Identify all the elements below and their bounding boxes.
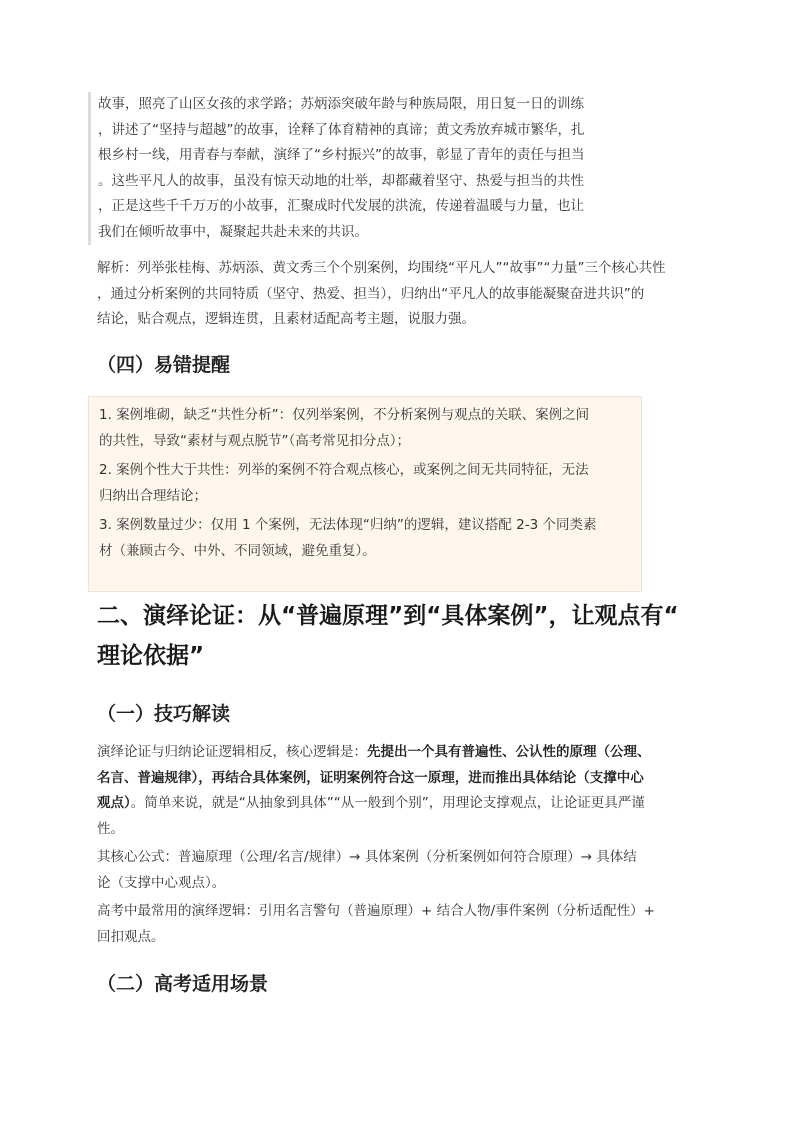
formula-line: 其核心公式：普遍原理（公理/名言/规律）→ 具体案例（分析案例如何符合原理）→ 具体结	[97, 849, 637, 865]
formula-paragraph	[97, 845, 697, 896]
tip-line: 归纳出合理结论；	[99, 487, 207, 504]
section-heading-technique: （一）技巧解读	[97, 703, 231, 725]
analysis-paragraph	[97, 256, 697, 333]
quote-line: 根乡村一线，用青春与奉献，演绎了“乡村振兴”的故事，彰显了青年的责任与担当	[98, 147, 585, 163]
tip-item-2	[99, 458, 631, 509]
common-line: 回扣观点。	[97, 928, 165, 945]
tip-item-1	[99, 403, 631, 454]
formula-line: 论（支撑中心观点）。	[97, 874, 226, 891]
chapter-heading	[97, 596, 717, 676]
analysis-line: ，通过分析案例的共同特质（坚守、热爱、担当），归纳出“平凡人的故事能凝聚奋进共识”的	[97, 285, 645, 302]
intro-paragraph	[97, 740, 697, 842]
analysis-line: 解析：列举张桂梅、苏炳添、黄文秀三个个别案例，均围绕“平凡人”“故事”“力量”三个核心共性	[97, 260, 666, 276]
common-logic-paragraph	[97, 899, 697, 950]
quote-line: 故事，照亮了山区女孩的求学路；苏炳添突破年龄与种族局限，用日复一日的训练	[98, 96, 584, 112]
quote-block	[88, 92, 646, 245]
intro-bold: 名言、普遍规律），再结合具体案例，证明案例符合这一原理，进而推出具体结论（支撑中心	[97, 769, 644, 786]
intro-text: 性。	[97, 820, 124, 837]
quote-line: 我们在倾听故事中，凝聚起共赴未来的共识。	[98, 223, 368, 240]
tip-line: 的共性，导致“素材与观点脱节”（高考常见扣分点）；	[99, 432, 410, 449]
tip-line: 材（兼顾古今、中外、不同领域，避免重复）。	[99, 542, 376, 559]
section-heading-scenarios: （二）高考适用场景	[97, 973, 269, 995]
tip-item-3	[99, 513, 631, 564]
intro-text: 。简单来说，就是“从抽象到具体”“从一般到个别”，用理论支撑观点，让论证更具严谨	[130, 795, 645, 811]
quote-line: 。这些平凡人的故事，虽没有惊天动地的壮举，却都藏着坚守、热爱与担当的共性	[98, 172, 584, 189]
common-line: 高考中最常用的演绎逻辑：引用名言警句（普遍原理）+ 结合人物/事件案例（分析适配性）+	[97, 903, 655, 919]
chapter-heading-line: 二、演绎论证：从“普遍原理”到“具体案例”，让观点有“	[97, 603, 679, 629]
tip-line: 3. 案例数量过少：仅用 1 个案例，无法体现“归纳”的逻辑，建议搭配 2-3 个同类素	[99, 517, 597, 533]
tips-box	[88, 396, 642, 592]
intro-bold: 观点）	[97, 795, 131, 811]
tip-line: 1. 案例堆砌，缺乏“共性分析”：仅列举案例，不分析案例与观点的关联、案例之间	[99, 407, 590, 423]
quote-line: ，正是这些千千万万的小故事，汇聚成时代发展的洪流，传递着温暖与力量，也让	[98, 198, 584, 214]
quote-line: ，讲述了“坚持与超越”的故事，诠释了体育精神的真谛；黄文秀放弃城市繁华，扎	[98, 121, 585, 138]
analysis-line: 结论，贴合观点，逻辑连贯，且素材适配高考主题，说服力强。	[97, 311, 475, 327]
chapter-heading-line: 理论依据”	[97, 643, 205, 669]
section-heading-mistakes: （四）易错提醒	[97, 354, 231, 376]
intro-text: 演绎论证与归纳论证逻辑相反，核心逻辑是：	[97, 744, 367, 760]
intro-bold: 先提出一个具有普遍性、公认性的原理（公理、	[367, 744, 651, 760]
tip-line: 2. 案例个性大于共性：列举的案例不符合观点核心，或案例之间无共同特征，无法	[99, 462, 589, 478]
